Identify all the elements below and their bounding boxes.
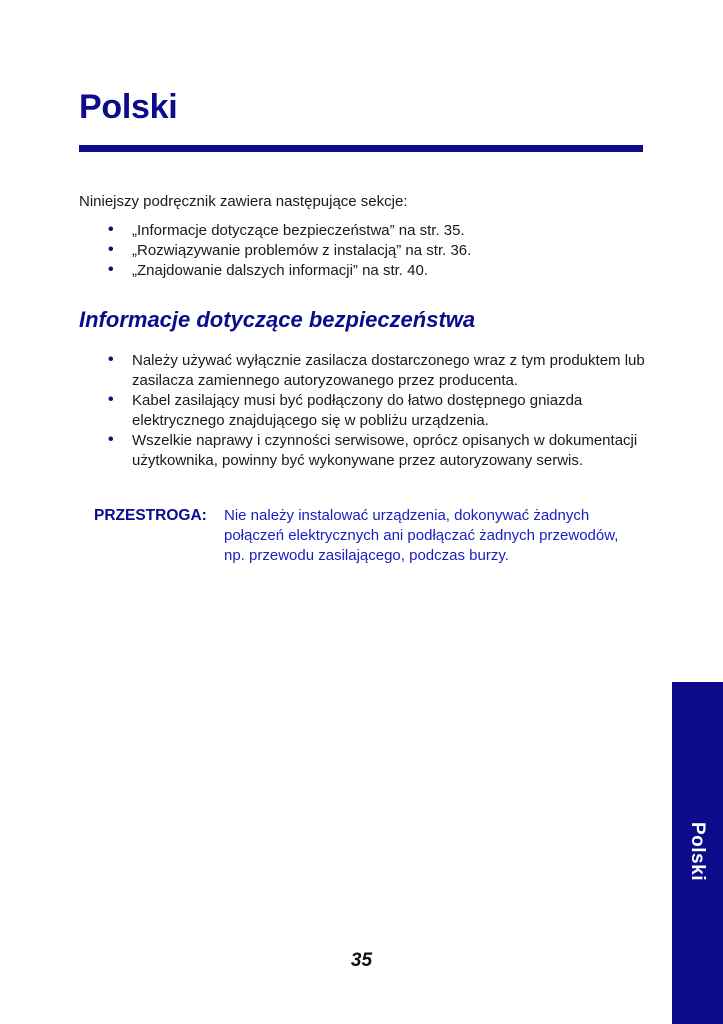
section-link[interactable]: „Rozwiązywanie problemów z instalacją” na str. 36. xyxy=(132,242,472,259)
language-side-tab xyxy=(672,682,723,1024)
bullet-icon: • xyxy=(108,391,114,408)
safety-list xyxy=(108,351,648,471)
section-list xyxy=(108,221,471,281)
list-item xyxy=(108,261,471,281)
page-number: 35 xyxy=(350,950,373,971)
list-item xyxy=(108,221,471,241)
caution-label: PRZESTROGA: xyxy=(94,507,207,524)
page-title: Polski xyxy=(79,88,178,126)
caution-line: np. przewodu zasilającego, podczas burzy. xyxy=(224,547,509,564)
safety-item-text: Kabel zasilający musi być podłączony do łatwo dostępnego gniazda elektrycznego znajdującego się w pobliżu urządzenia. xyxy=(132,392,583,429)
bullet-icon: • xyxy=(108,351,114,368)
section-link[interactable]: „Znajdowanie dalszych informacji” na str. 40. xyxy=(132,262,428,279)
list-item xyxy=(108,241,471,261)
list-item xyxy=(108,431,648,471)
intro-text: Niniejszy podręcznik zawiera następujące sekcje: xyxy=(79,193,408,210)
caution-line: Nie należy instalować urządzenia, dokonywać żadnych xyxy=(224,507,590,524)
safety-item-text: Należy używać wyłącznie zasilacza dostarczonego wraz z tym produktem lub zasilacza zamiennego autoryzowanego przez producenta. xyxy=(132,352,645,389)
bullet-icon: • xyxy=(108,221,114,238)
title-rule xyxy=(79,145,643,152)
section-link[interactable]: „Informacje dotyczące bezpieczeństwa” na str. 35. xyxy=(132,222,465,239)
bullet-icon: • xyxy=(108,261,114,278)
caution-text xyxy=(224,506,644,566)
caution-line: połączeń elektrycznych ani podłączać żadnych przewodów, xyxy=(224,527,619,544)
bullet-icon: • xyxy=(108,241,114,258)
list-item xyxy=(108,351,648,391)
list-item xyxy=(108,391,648,431)
side-tab-label: Polski xyxy=(687,822,708,881)
safety-item-text: Wszelkie naprawy i czynności serwisowe, oprócz opisanych w dokumentacji użytkownika, powinny być wykonywane przez autoryzowany serwis. xyxy=(132,432,638,469)
bullet-icon: • xyxy=(108,431,114,448)
section-heading: Informacje dotyczące bezpieczeństwa xyxy=(79,307,476,332)
